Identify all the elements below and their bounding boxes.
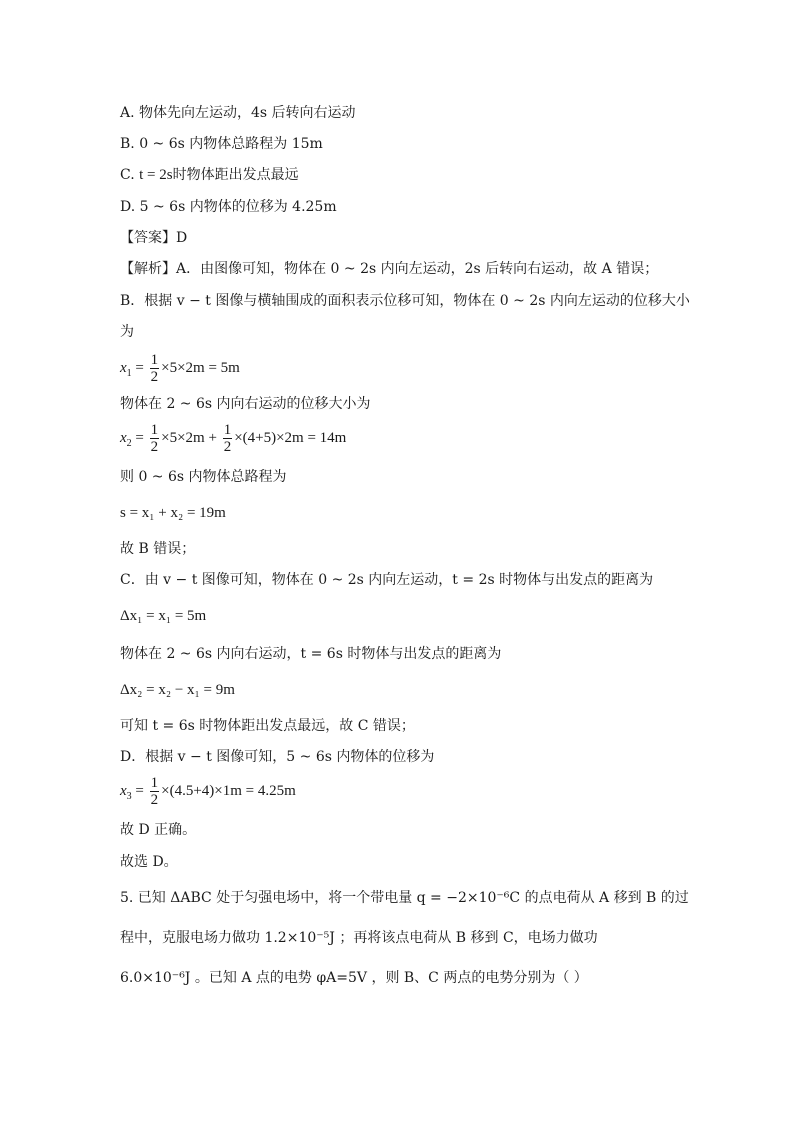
fraction-half: $\frac{1}{2}$ — [150, 352, 159, 386]
fraction-half: $\frac{1}{2}$ — [150, 775, 159, 809]
question-5-line-1: 5. 已知 ΔABC 处于匀强电场中，将一个带电量 q = −2×10⁻⁶C 的点电荷从 A 移到 B 的过 — [120, 890, 689, 906]
analysis-b-intro-cont: 为 — [120, 324, 134, 340]
equation-x1: $x_1$ = $\frac{1}{2}$ ×5×2m = 5m — [120, 352, 240, 386]
equation-dx2: Δx₂ = x₂ − x₁ = 9m — [120, 682, 235, 698]
analysis-d-conclusion: 故 D 正确。 — [120, 822, 197, 838]
analysis-d-intro: D．根据 v − t 图像可知，5 ~ 6s 内物体的位移为 — [120, 749, 435, 765]
analysis-a: 【解析】A．由图像可知，物体在 0 ~ 2s 内向左运动，2s 后转向右运动，故 A 错误； — [120, 261, 659, 277]
analysis-b-intro: B．根据 v − t 图像与横轴围成的面积表示位移可知，物体在 0 ~ 2s 内向左运动的位移大小 — [120, 293, 690, 309]
final-choice: 故选 D。 — [120, 854, 178, 870]
equation-x3: $x_3$ = $\frac{1}{2}$ ×(4.5+4)×1m = 4.25m — [120, 775, 296, 809]
fraction-half: $\frac{1}{2}$ — [223, 422, 232, 456]
equation-s: s = x₁ + x₂ = 19m — [120, 505, 226, 521]
equation-dx1: Δx₁ = x₁ = 5m — [120, 608, 207, 624]
analysis-b-mid: 物体在 2 ~ 6s 内向右运动的位移大小为 — [120, 396, 371, 412]
question-5-line-2: 程中，克服电场力做功 1.2×10⁻⁵J ；再将该点电荷从 B 移到 C，电场力做功 — [120, 930, 598, 946]
option-c-math: t = 2s — [139, 167, 173, 183]
answer-label: 【答案】D — [120, 230, 188, 246]
option-c-prefix: C. — [120, 167, 140, 183]
option-b: B. 0 ~ 6s 内物体总路程为 15m — [120, 136, 323, 152]
analysis-c-mid: 物体在 2 ~ 6s 内向右运动，t = 6s 时物体与出发点的距离为 — [120, 646, 502, 662]
fraction-half: $\frac{1}{2}$ — [150, 422, 159, 456]
question-5-line-3: 6.0×10⁻⁶J 。已知 A 点的电势 φA=5V ，则 B、C 两点的电势分别为（ ） — [120, 970, 588, 986]
equation-x2: $x_2$ = $\frac{1}{2}$ ×5×2m + $\frac{1}{2}$ ×(4+5)×2m = 14m — [120, 422, 347, 456]
option-a: A. 物体先向左运动，4s 后转向右运动 — [120, 105, 356, 121]
option-d: D. 5 ~ 6s 内物体的位移为 4.25m — [120, 199, 337, 215]
option-c — [120, 165, 299, 185]
analysis-b-total: 则 0 ~ 6s 内物体总路程为 — [120, 469, 287, 485]
option-c-suffix: 时物体距出发点最远 — [172, 167, 299, 183]
analysis-c-intro: C．由 v − t 图像可知，物体在 0 ~ 2s 内向左运动，t = 2s 时物体与出发点的距离为 — [120, 572, 654, 588]
analysis-b-conclusion: 故 B 错误； — [120, 541, 196, 557]
analysis-c-conclusion: 可知 t = 6s 时物体距出发点最远，故 C 错误； — [120, 718, 415, 734]
